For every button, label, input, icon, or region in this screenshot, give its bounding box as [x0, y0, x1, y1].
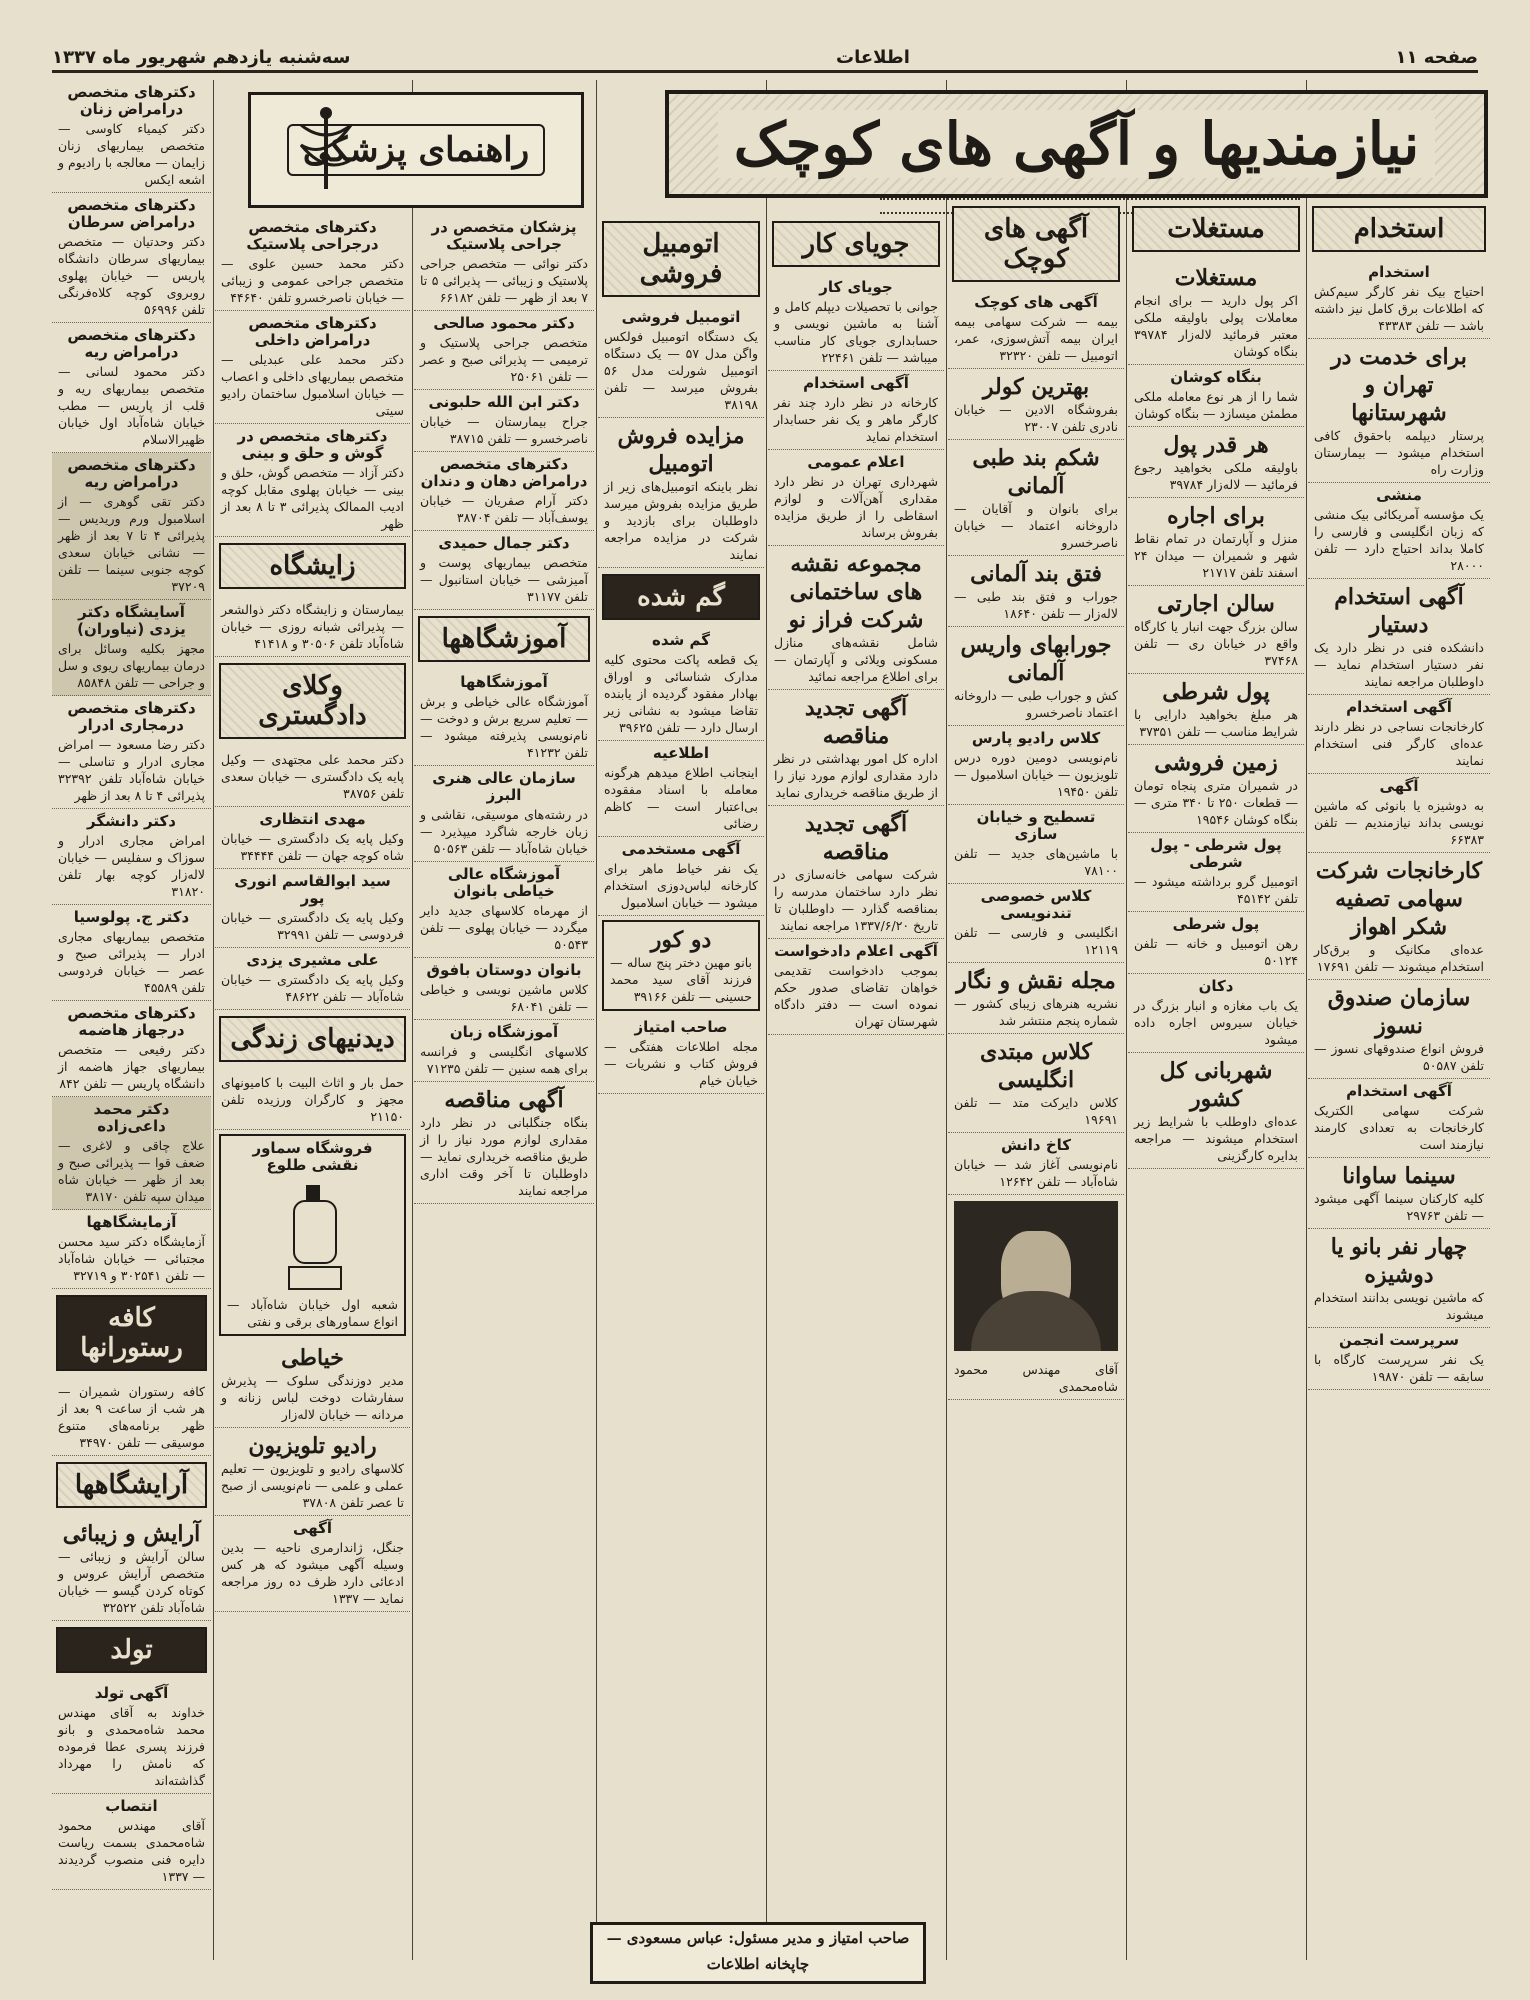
section-heading-cafe: کافه رستورانها [56, 1295, 207, 1371]
classified-ad: دکترهای متخصص درامراض ریه دکتر محمود لسانی — متخصص بیماریهای ریه و قلب از پاریس — مطب خیابان شاه‌آباد اول خیابان ظهیرالاسلام [52, 323, 211, 453]
section-heading-schools: آموزشگاهها [418, 616, 590, 662]
classified-ad: انتصاب آقای مهندس محمود شاه‌محمدی بسمت ریاست دایره فنی منصوب گردیدند — ۱۳۳۷ [52, 1794, 211, 1890]
classified-ad: بیمارستان و زایشگاه دکتر ذوالشعر — پذیرائی شبانه روزی — خیابان شاه‌آباد تلفن ۳۰۵۰۶ و ۴۱۴۱۸ [215, 597, 410, 657]
classified-ad: کلاس خصوصی تندنویسی انگلیسی و فارسی — تلفن ۱۲۱۱۹ [948, 884, 1124, 963]
column-doctors-lawyers [215, 215, 410, 1960]
classified-ad: بنگاه کوشان شما را از هر نوع معامله ملکی مطمئن میسازد — بنگاه کوشان [1128, 365, 1304, 427]
page-number: صفحه ۱۱ [1395, 46, 1478, 68]
classified-ad: آگهی تجدید مناقصه شرکت سهامی خانه‌سازی در نظر دارد ساختمان مدرسه را بمناقصه گذارد — داوطلبان تا تاریخ ۱۳۳۷/۶/۲۰ مراجعه نمایند [768, 806, 944, 939]
classified-ad: آرایش و زیبائی سالن آرایش و زیبائی — متخصص آرایش عروس و کوتاه کردن گیسو — خیابان شاه‌آباد تلفن ۳۲۵۲۲ [52, 1516, 211, 1621]
classified-ad: صاحب امتیاز مجله اطلاعات هفتگی — فروش کتاب و نشریات — خیابان خیام [598, 1015, 764, 1094]
classified-ad: آگهی های کوچک بیمه — شرکت سهامی بیمه ایران بیمه آتش‌سوزی، عمر، اتومبیل — تلفن ۳۲۳۲۰ [948, 290, 1124, 369]
classified-ad: پول شرطی - پول شرطی اتومبیل گرو برداشته میشود — تلفن ۴۵۱۴۲ [1128, 833, 1304, 912]
classified-ad: دکترهای متخصص درجهاز هاضمه دکتر رفیعی — متخصص بیماریهای جهاز هاضمه از دانشگاه پاریس — تلفن ۸۴۲ [52, 1001, 211, 1097]
section-heading-found: گم شده [602, 574, 760, 620]
classified-ad: هر قدر پول باولیقه ملکی بخواهید رجوع فرمائید — لاله‌زار ۳۹۷۸۴ [1128, 427, 1304, 498]
classified-ad: تسطیح و خیابان سازی با ماشین‌های جدید — تلفن ۷۸۱۰۰ [948, 805, 1124, 884]
portrait-photo [954, 1201, 1118, 1351]
classified-ad: سالن اجارتی سالن بزرگ جهت انبار یا کارگاه واقع در خیابان ری — تلفن ۳۷۴۶۸ [1128, 586, 1304, 674]
classified-ad: سید ابوالقاسم انوری پور وکیل پایه یک دادگستری — خیابان فردوسی — تلفن ۳۲۹۹۱ [215, 869, 410, 948]
samovar-icon [278, 1180, 348, 1290]
classified-ad: فتق بند آلمانی جوراب و فتق بند طبی — لاله‌زار — تلفن ۱۸۶۴۰ [948, 556, 1124, 627]
section-heading-jobs: جویای کار [772, 221, 940, 267]
section-heading-travel: دیدنیهای زندگی [219, 1016, 406, 1062]
section-heading-maternity: زایشگاه [219, 543, 406, 589]
issue-date: سه‌شنبه یازدهم شهریور ماه ۱۳۳۷ [52, 46, 351, 68]
classified-ad: آموزشگاه عالی خیاطی بانوان از مهرماه کلاسهای جدید دایر میگردد — خیابان پهلوی — تلفن ۵۰۵۴۳ [414, 862, 594, 958]
classified-ad: آگهی استخدام دستیار دانشکده فنی در نظر دارد یک نفر دستیار استخدام نماید — داوطلبان مراجعه نمایند [1308, 579, 1490, 695]
classified-ad: برای خدمت در تهران و شهرستانها پرستار دیپلمه باحقوق کافی استخدام میشود — بیمارستان وزارت راه [1308, 339, 1490, 483]
classified-ad: پول شرطی رهن اتومبیل و خانه — تلفن ۵۰۱۲۴ [1128, 912, 1304, 974]
classified-ad: دو کور بانو مهین دختر پنج ساله — فرزند آقای سید محمد حسینی — تلفن ۳۹۱۶۶ [602, 920, 760, 1011]
column-rule [766, 80, 767, 1960]
classified-ad: آگهی استخدام شرکت سهامی الکتریک کارخانجات به تعدادی کارمند نیازمند است [1308, 1079, 1490, 1158]
paper-name: اطلاعات [835, 46, 910, 68]
classified-ad: آموزشگاهها آموزشگاه عالی خیاطی و برش — تعلیم سریع برش و دوخت — نام‌نویسی پذیرفته میشود — تلفن ۴۱۲۳۲ [414, 670, 594, 766]
classified-ad: سینما ساوانا کلیه کارکنان سینما آگهی میشود — تلفن ۲۹۷۶۳ [1308, 1158, 1490, 1229]
classified-ad: دکترهای متخصص درامراض ریه دکتر تقی گوهری — از اسلامبول ورم وریدیس — پذیرائی ۴ تا ۷ بعد از ظهر — نشانی خیابان سعدی کوچه جنوبی سینما — تلفن ۳۷۲۰۹ [52, 453, 211, 600]
classified-ad: آگهی استخدام کارخانه در نظر دارد چند نفر کارگر ماهر و یک نفر حسابدار استخدام نماید [768, 371, 944, 450]
photo-caption: آقای مهندس محمود شاه‌محمدی [948, 1357, 1124, 1400]
classified-ad: مجله نقش و نگار نشریه هنرهای زیبای کشور — شماره پنجم منتشر شد [948, 963, 1124, 1034]
section-heading-births: تولد [56, 1627, 207, 1673]
section-heading-small-ads: آگهی های کوچک [952, 206, 1120, 282]
classified-ad: اطلاعیه اینجانب اطلاع میدهم هرگونه معامله با اسناد مفقوده بی‌اعتبار است — کاظم رضائی [598, 741, 764, 837]
classified-ad: کلاس مبتدی انگلیسی کلاس دایرکت متد — تلفن ۱۹۶۹۱ [948, 1034, 1124, 1133]
classified-ad: سازمان عالی هنری البرز در رشته‌های موسیقی، نقاشی و زبان خارجه شاگرد میپذیرد — خیابان شاه‌آباد — تلفن ۵۰۵۶۳ [414, 766, 594, 862]
classified-ad: دکترهای متخصص درامراض زنان دکتر کیمیاء کاوسی — متخصص بیماریهای زنان زایمان — معالجه با رادیوم و اشعه ایکس [52, 80, 211, 193]
classified-ad: دکتر محمد داعی‌زاده علاج چاقی و لاغری — ضعف قوا — پذیرائی صبح و بعد از ظهر — خیابان شاه میدان سپه تلفن ۳۸۱۷۰ [52, 1097, 211, 1210]
classified-ad: دکترهای متخصص درامراض داخلی دکتر محمد علی عبدیلی — متخصص بیماریهای داخلی و اعصاب — خیابان اسلامبول ساختمان رادیو سیتی [215, 311, 410, 424]
classified-ad: بانوان دوستان بافوق کلاس ماشین نویسی و خیاطی — تلفن ۶۸۰۴۱ [414, 958, 594, 1020]
column-rule [946, 80, 947, 1960]
classified-ad: شکم بند طبی آلمانی برای بانوان و آقایان — داروخانه اعتماد — خیابان ناصرخسرو [948, 440, 1124, 556]
column-doctors-schools [414, 215, 594, 1960]
classified-ad: پزشکان متخصص در جراحی پلاستیک دکتر نوائی — متخصص جراحی پلاستیک و زیبائی — پذیرائی ۵ تا ۷ بعد از ظهر — تلفن ۶۶۱۸۲ [414, 215, 594, 311]
classified-ad: دکترهای متخصص درامراض دهان و دندان دکتر آرام صفریان — خیابان یوسف‌آباد — تلفن ۳۸۷۰۴ [414, 452, 594, 531]
classified-ad: دکترهای متخصص درجراحی پلاستیک دکتر محمد حسین علوی — متخصص جراحی عمومی و زیبائی — خیابان ناصرخسرو تلفن ۴۴۶۴۰ [215, 215, 410, 311]
classified-ad: جورابهای واریس آلمانی کش و جوراب طبی — داروخانه اعتماد ناصرخسرو [948, 627, 1124, 726]
publisher-box: صاحب امتیاز و مدیر مسئول: عباس مسعودی — چاپخانه اطلاعات [590, 1922, 926, 1984]
classified-ad: آگهی به دوشیزه یا بانوئی که ماشین نویسی بداند نیازمندیم — تلفن ۶۶۳۸۳ [1308, 774, 1490, 853]
classifieds-banner [665, 90, 1488, 198]
classified-ad: مزایده فروش اتومبیل نظر باینکه اتومبیل‌های زیر از طریق مزایده بفروش میرسد داوطلبان برای بازدید و شرکت در مزایده مراجعه نمایند [598, 418, 764, 568]
section-heading-beauty: آرایشگاهها [56, 1462, 207, 1508]
classified-ad: اعلام عمومی شهرداری تهران در نظر دارد مقداری آهن‌آلات و لوازم اسقاطی را از طریق مزایده بفروش برساند [768, 450, 944, 546]
section-heading-cars: اتومبیل فروشی [602, 221, 760, 297]
classified-ad: دکترهای متخصص درمجاری ادرار دکتر رضا مسعود — امراض مجاری ادرار و تناسلی — خیابان شاه‌آباد تلفن ۳۲۳۹۲ پذیرائی ۴ تا ۸ بعد از ظهر [52, 696, 211, 809]
classified-ad: رادیو تلویزیون کلاسهای رادیو و تلویزیون — تعلیم عملی و علمی — نام‌نویسی از صبح تا عصر تلفن ۳۷۸۰۸ [215, 1428, 410, 1516]
classified-ad: چهار نفر بانو یا دوشیزه که ماشین نویسی بدانند استخدام میشوند [1308, 1229, 1490, 1328]
classified-ad: آگهی تجدید مناقصه اداره کل امور بهداشتی در نظر دارد مقداری لوازم مورد نیاز را از طریق مناقصه خریداری نماید [768, 690, 944, 806]
classified-ad: آزمایشگاهها آزمایشگاه دکتر سید محسن مجتبائی — خیابان شاه‌آباد — تلفن ۳۰۲۵۴۱ و ۳۲۷۱۹ [52, 1210, 211, 1289]
column-small-ads [948, 200, 1124, 1960]
classified-ad: دکتر محمد علی مجتهدی — وکیل پایه یک دادگستری — خیابان سعدی تلفن ۳۸۷۵۶ [215, 747, 410, 807]
medical-guide-logo [248, 92, 584, 208]
running-head [52, 44, 1478, 73]
column-rule [213, 80, 214, 1960]
classified-ad: آگهی جنگل، ژاندارمری ناحیه — بدین وسیله آگهی میشود که هر کس ادعائی دارد ظرف ده روز مراجعه نماید — ۱۳۳۷ [215, 1516, 410, 1612]
medical-guide-title: راهنمای پزشکی [287, 124, 545, 176]
classified-ad: منشی یک مؤسسه آمریکائی بیک منشی که زبان انگلیسی و فارسی را کاملا بداند احتیاج دارد — تلفن ۲۸۰۰۰ [1308, 483, 1490, 579]
section-heading-lawyers: وکلای دادگستری [219, 663, 406, 739]
column-job-seekers [768, 215, 944, 1960]
classified-ad: خیاطی مدیر دوزندگی سلوک — پذیرش سفارشات دوخت لباس زنانه و مردانه — خیابان لاله‌زار [215, 1340, 410, 1428]
classified-ad: آگهی مناقصه بنگاه جنگلبانی در نظر دارد مقداری لوازم مورد نیاز را از طریق مناقصه خریداری نماید — داوطلبان تا آخر وقت اداری مراجعه نمایند [414, 1082, 594, 1204]
banner-title: نیازمندیها و آگهی های کوچک [718, 110, 1435, 178]
column-rule [596, 80, 597, 1960]
classified-ad: گم شده یک قطعه پاکت محتوی کلیه مدارک شناسائی و اوراق بهادار مفقود گردیده از یابنده تقاضا میشود به نشانی زیر ارسال دارد — تلفن ۳۹۶۲۵ [598, 628, 764, 741]
column-specialists [52, 80, 211, 1960]
caduceus-icon [291, 105, 361, 193]
classified-ad: مجموعه نقشه های ساختمانی شرکت فراز نو شامل نقشه‌های منازل مسکونی ویلائی و آپارتمان — برای اطلاع مراجعه نمائید [768, 546, 944, 690]
classified-ad: دکتر دانشگر امراض مجاری ادرار و سوزاک و سفلیس — خیابان لاله‌زار کوچه بهار تلفن ۳۱۸۲۰ [52, 809, 211, 905]
classified-ad: آگهی تولد خداوند به آقای مهندس محمد شاه‌محمدی و بانو فرزند پسری عطا فرموده که نامش را مهرداد گذاشته‌اند [52, 1681, 211, 1794]
classified-ad: برای اجاره منزل و آپارتمان در تمام نقاط شهر و شمیران — میدان ۲۴ اسفند تلفن ۲۱۷۱۷ [1128, 498, 1304, 586]
classified-ad: دکتر ج. پولوسیا متخصص بیماریهای مجاری ادرار — پذیرائی صبح و عصر — خیابان فردوسی تلفن ۴۵۵۸۹ [52, 905, 211, 1001]
classified-ad: کاخ دانش نام‌نویسی آغاز شد — خیابان شاه‌آباد — تلفن ۱۲۶۴۲ [948, 1133, 1124, 1195]
classified-ad: حمل بار و اثاث البیت با کامیونهای مجهز و کارگران ورزیده تلفن ۲۱۱۵۰ [215, 1070, 410, 1130]
samovar-ad: فروشگاه سماور نقشی طلوع شعبه اول خیابان شاه‌آباد — انواع سماورهای برقی و نفتی [219, 1134, 406, 1336]
classified-ad: بهترین کولر بفروشگاه الادین — خیابان نادری تلفن ۲۳۰۰۷ [948, 369, 1124, 440]
classified-ad: اتومبیل فروشی یک دستگاه اتومبیل فولکس واگن مدل ۵۷ — یک دستگاه اتومبیل شورلت مدل ۵۶ بفروش میرسد — تلفن ۳۸۱۹۸ [598, 305, 764, 418]
classified-ad: جویای کار جوانی با تحصیلات دیپلم کامل و آشنا به ماشین نویسی و حسابداری جویای کار مناسب میباشد — تلفن ۲۲۴۶۱ [768, 275, 944, 371]
classified-ad: استخدام احتیاج بیک نفر کارگر سیم‌کش که اطلاعات برق کامل نیز داشته باشد — تلفن ۴۳۳۸۳ [1308, 260, 1490, 339]
classified-ad: دکان یک باب مغازه و انبار بزرگ در خیابان سیروس اجاره داده میشود [1128, 974, 1304, 1053]
column-properties [1128, 200, 1304, 1960]
section-heading-properties: مستغلات [1132, 206, 1300, 252]
classified-ad: علی مشیری یزدی وکیل پایه یک دادگستری — خیابان شاه‌آباد — تلفن ۴۸۶۲۲ [215, 948, 410, 1010]
classified-ad: دکتر جمال حمیدی متخصص بیماریهای پوست و آمیزشی — خیابان استانبول — تلفن ۳۱۱۷۷ [414, 531, 594, 610]
classified-ad: دکترهای متخصص درامراض سرطان دکتر وحدتیان — متخصص بیماریهای سرطان دانشگاه پاریس — خیابان پهلوی روبروی کوچه کلاه‌فرنگی تلفن ۵۶۹۹۶ [52, 193, 211, 323]
classified-ad: سرپرست انجمن یک نفر سرپرست کارگاه با سابقه — تلفن ۱۹۸۷۰ [1308, 1328, 1490, 1390]
classified-ad: شهربانی کل کشور عده‌ای داوطلب با شرایط زیر استخدام میشوند — مراجعه بدایره کارگزینی [1128, 1053, 1304, 1169]
section-heading-employment: استخدام [1312, 206, 1486, 252]
classified-ad: آگهی مستخدمی یک نفر خیاط ماهر برای کارخانه لباس‌دوزی استخدام میشود — خیابان اسلامبول [598, 837, 764, 916]
column-employment [1308, 200, 1490, 1960]
classified-ad: مستغلات اکر پول دارید — برای انجام معاملات پولی باولیقه ملکی معتبر فرمائید لاله‌زار ۳۹۷۸۴ بنگاه کوشان [1128, 260, 1304, 365]
classified-ad: دکتر ابن الله حلبونی جراح بیمارستان — خیابان ناصرخسرو — تلفن ۳۸۷۱۵ [414, 390, 594, 452]
cafe-ad: کافه رستوران شمیران — هر شب از ساعت ۹ بعد از ظهر برنامه‌های متنوع موسیقی — تلفن ۳۴۹۷۰ [52, 1379, 211, 1456]
classified-ad: کارخانجات شرکت سهامی تصفیه شکر اهواز عده‌ای مکانیک و برق‌کار استخدام میشوند — تلفن ۱۷۶۹۱ [1308, 853, 1490, 980]
classified-ad: زمین فروشی در شمیران متری پنجاه تومان — قطعات ۲۵۰ تا ۳۴۰ متری — بنگاه کوشان ۱۹۵۴۶ [1128, 745, 1304, 833]
column-rule [1126, 80, 1127, 1960]
classified-ad: پول شرطی هر مبلغ بخواهید دارایی با شرایط مناسب — تلفن ۳۷۳۵۱ [1128, 674, 1304, 745]
classified-ad: دکترهای متخصص در گوش و حلق و بینی دکتر آزاد — متخصص گوش، حلق و بینی — خیابان پهلوی مقابل کوچه ادیب الممالک پذیرائی ۳ تا ۸ بعد از ظهر [215, 424, 410, 537]
classified-ad: کلاس رادیو پارس نام‌نویسی دومین دوره درس تلویزیون — خیابان اسلامبول — تلفن ۱۹۴۵۰ [948, 726, 1124, 805]
classified-ad: آموزشگاه زبان کلاسهای انگلیسی و فرانسه برای همه سنین — تلفن ۷۱۲۳۵ [414, 1020, 594, 1082]
classified-ad: آسایشگاه دکتر یزدی (نیاوران) مجهز بکلیه وسائل برای درمان بیماریهای ریوی و سل و جراحی — تلفن ۸۵۸۴۸ [52, 600, 211, 696]
column-rule [1306, 80, 1307, 1960]
column-rule [412, 80, 413, 1960]
classified-ad: دکتر محمود صالحی متخصص جراحی پلاستیک و ترمیمی — پذیرائی صبح و عصر — تلفن ۲۵۰۶۱ [414, 311, 594, 390]
classified-ad: سازمان صندوق نسوز فروش انواع صندوقهای نسوز — تلفن ۵۰۵۸۷ [1308, 980, 1490, 1079]
column-cars [598, 215, 764, 1915]
classified-ad: آگهی اعلام دادخواست بموجب دادخواست تقدیمی خواهان تقاضای صدور حکم نموده است — دفتر دادگاه شهرستان تهران [768, 939, 944, 1035]
classified-ad: مهدی انتظاری وکیل پایه یک دادگستری — خیابان شاه کوچه جهان — تلفن ۳۴۴۴۴ [215, 807, 410, 869]
classified-ad: آگهی استخدام کارخانجات نساجی در نظر دارند عده‌ای کارگر فنی استخدام نمایند [1308, 695, 1490, 774]
